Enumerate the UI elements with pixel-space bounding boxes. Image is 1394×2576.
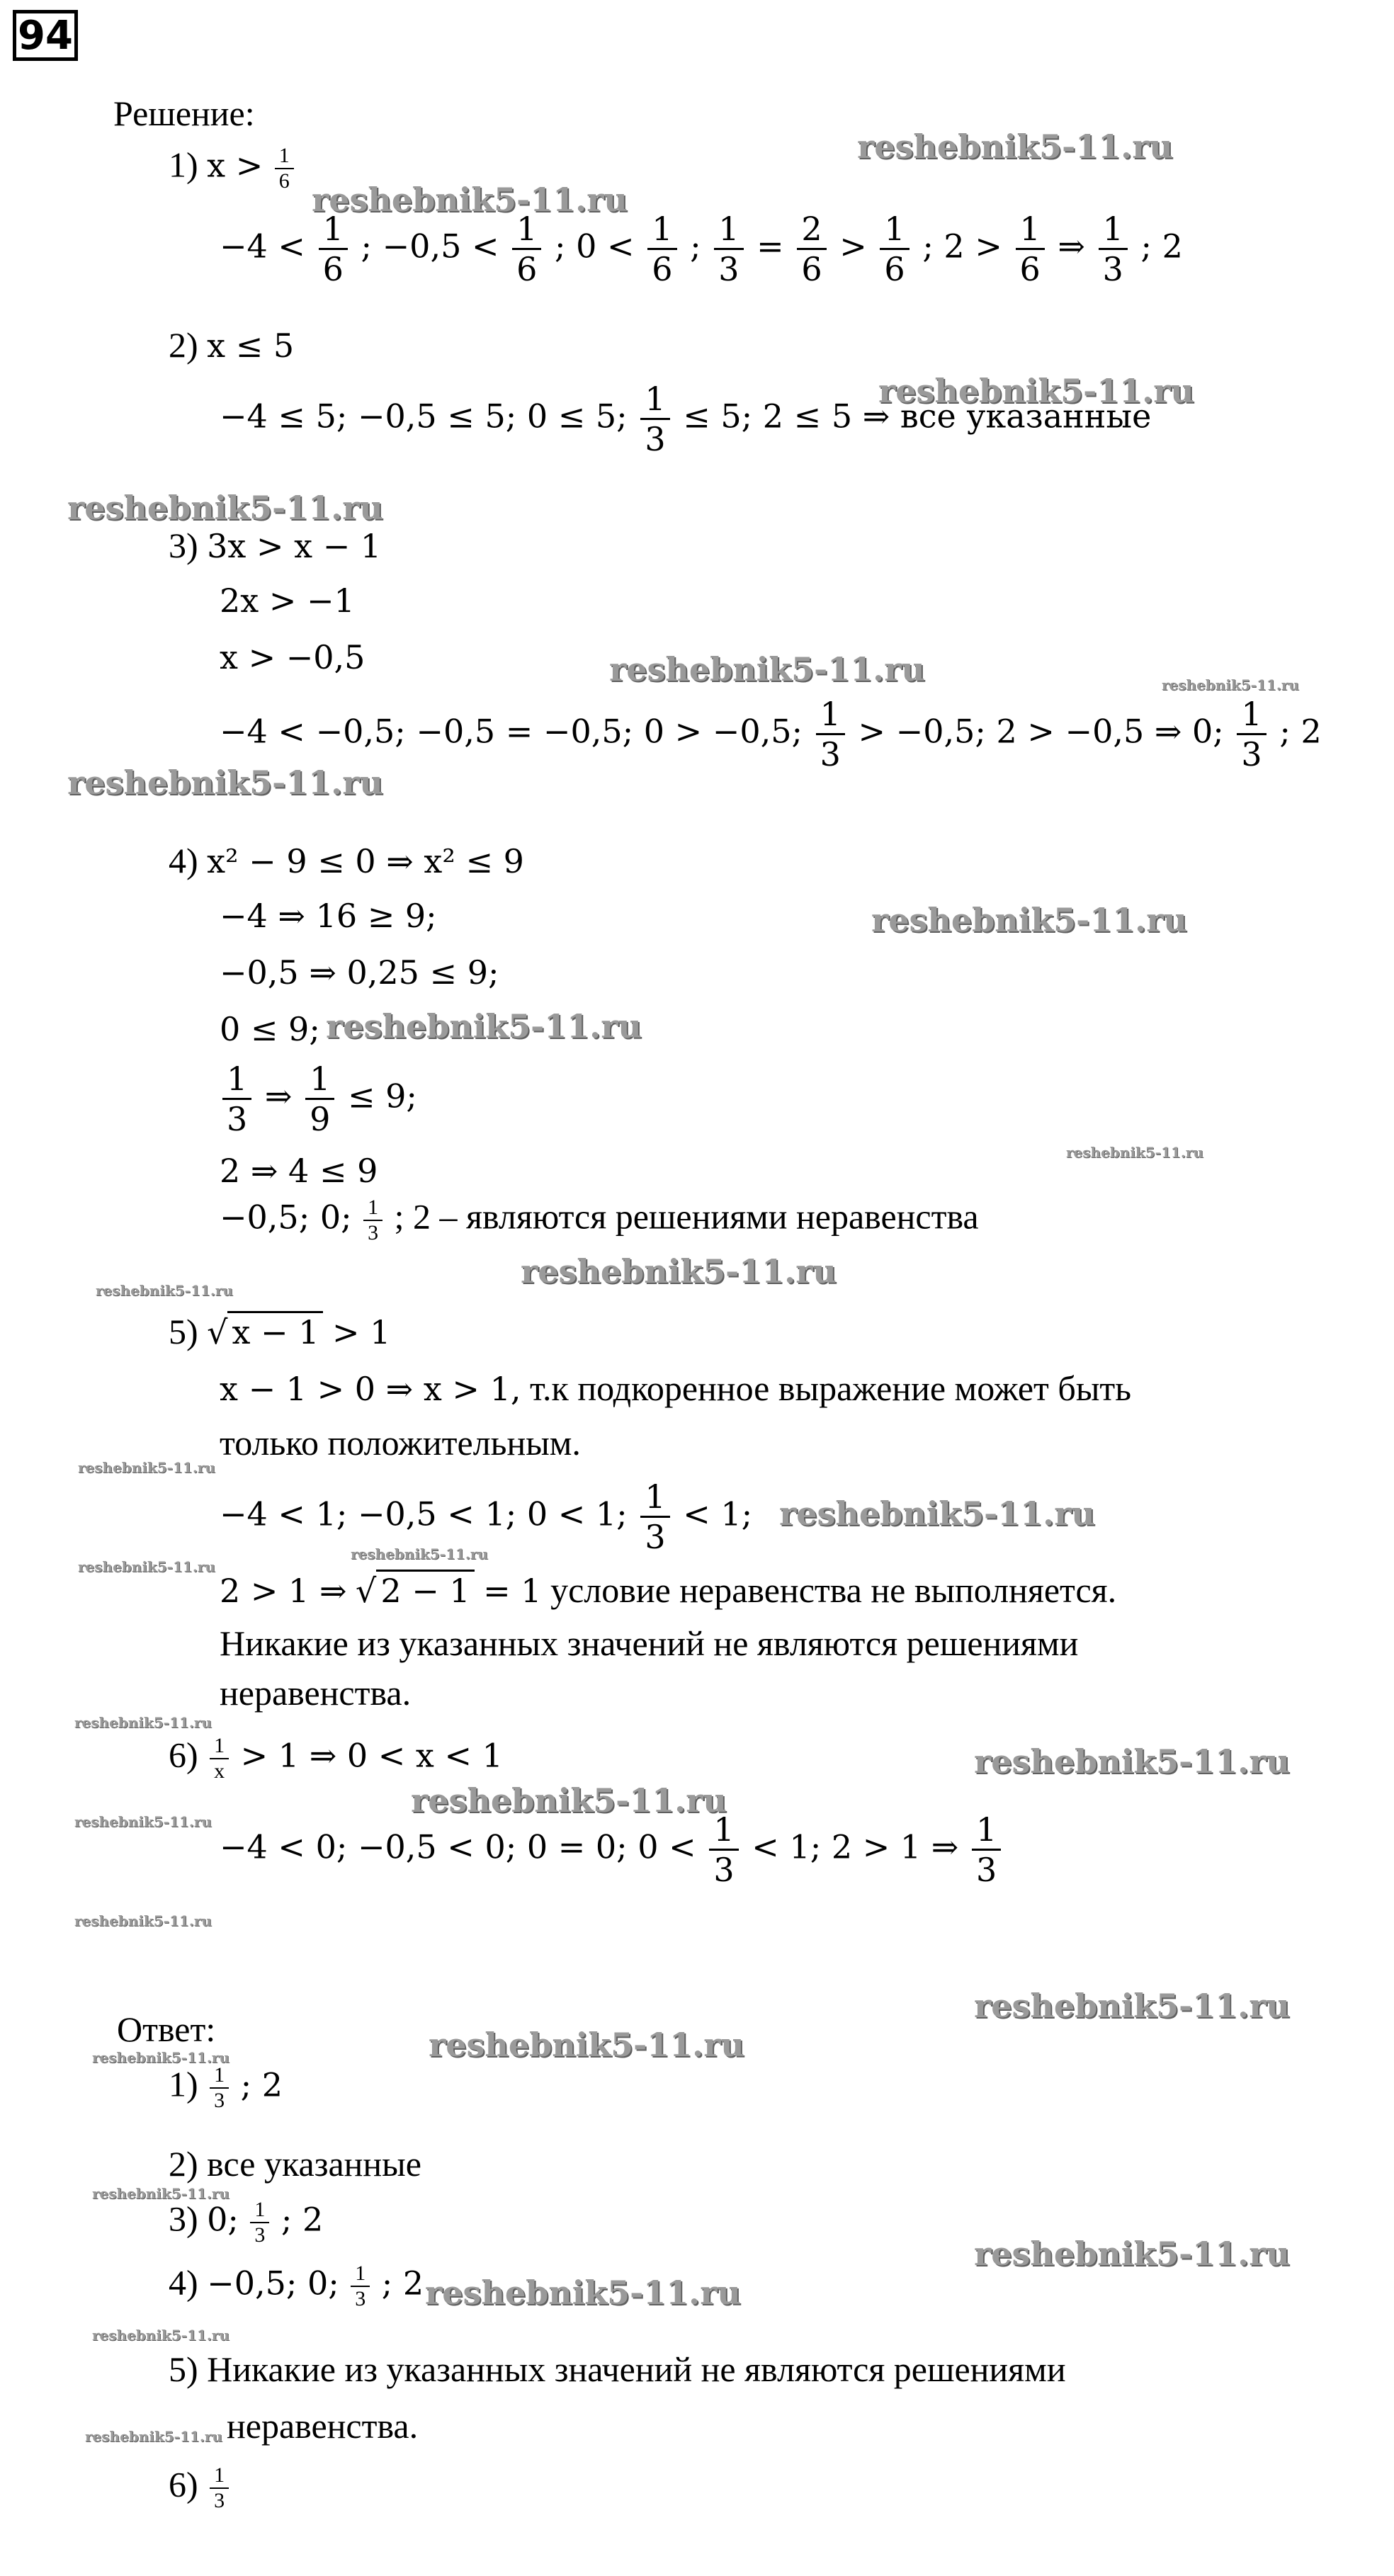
answer-5-line-2: неравенства. [227,2406,419,2446]
watermark: reshebnik5-11.ru [871,901,1187,939]
watermark: reshebnik5-11.ru [351,1545,488,1562]
item-4-line-4: 0 ≤ 9; [220,1010,320,1048]
item-5-line-2: только положительным. [220,1423,581,1463]
item-5-line-1: x − 1 > 0 ⇒ x > 1, т.к подкоренное выражение может быть [220,1368,1132,1408]
fraction: $\frac{1}{3}$ [210,2465,229,2512]
item-4-line-2: −4 ⇒ 16 ≥ 9; [220,897,437,935]
fraction: $\frac{1}{3}$ [972,1813,1001,1886]
fraction: $\frac{2}{6}$ [797,212,826,285]
item-5-condition: 5) √ x − 1 > 1 [169,1312,391,1351]
fraction: $\frac{1}{3}$ [222,1062,251,1135]
item-4-line-3: −0,5 ⇒ 0,25 ≤ 9; [220,953,499,992]
answer-label: Ответ: [117,2009,216,2049]
fraction: $\frac{1}{9}$ [305,1062,334,1135]
item-4-line-7: −0,5; 0; $\frac{1}{3}$ ; 2 – являются решениями неравенства [220,1196,979,1244]
item-2-condition: 2) x ≤ 5 [169,325,295,365]
fraction: $\frac{1}{6}$ [1016,212,1045,285]
fraction: $\frac{1}{6}$ [880,212,909,285]
watermark: reshebnik5-11.ru [411,1781,727,1820]
fraction: $\frac{1}{6}$ [647,212,676,285]
item-4-line-5: $\frac{1}{3}$ ⇒ $\frac{1}{9}$ ≤ 9; [220,1062,417,1135]
item-3-line-2: 2x > −1 [220,581,355,620]
item-3-line-3: x > −0,5 [220,638,366,676]
item-5-line-5: Никакие из указанных значений не являются решениями [220,1623,1079,1663]
watermark: reshebnik5-11.ru [74,1912,212,1929]
item-5-line-3: −4 < 1; −0,5 < 1; 0 < 1; $\frac{1}{3}$ < 1; [220,1477,753,1556]
item-4-line-1: 4) x² − 9 ≤ 0 ⇒ x² ≤ 9 [169,841,524,880]
watermark: reshebnik5-11.ru [92,2185,230,2202]
watermark: reshebnik5-11.ru [96,1282,233,1299]
fraction: $\frac{1}{6}$ [319,212,348,285]
fraction: $\frac{1}{6}$ [512,212,541,285]
sqrt-expression: √ x − 1 [207,1316,323,1349]
fraction: $\frac{1}{3}$ [363,1197,382,1244]
item-1-line-1: −4 < $\frac{1}{6}$ ; −0,5 < $\frac{1}{6}$ ; 0 < $\frac{1}{6}$ ; $\frac{1}{3}$ = $\frac{2}{6}$ > $\frac{1}{6}$ ; 2 > $\frac{1}{6}$ ⇒ $\frac{1}{3}$ ; 2 [220,210,1183,288]
watermark: reshebnik5-11.ru [1162,676,1299,693]
watermark: reshebnik5-11.ru [326,1007,642,1045]
watermark: reshebnik5-11.ru [92,2049,230,2066]
answer-4: 4) −0,5; 0; $\frac{1}{3}$ ; 2 [169,2262,424,2310]
watermark: reshebnik5-11.ru [974,2235,1290,2273]
fraction: $\frac{1}{3}$ [1237,698,1266,771]
watermark: reshebnik5-11.ru [67,764,383,802]
fraction: $\frac{1}{6}$ [275,145,294,192]
watermark: reshebnik5-11.ru [74,1714,212,1731]
fraction: $\frac{1}{3}$ [714,212,743,285]
watermark: reshebnik5-11.ru [92,2327,230,2344]
item-5-line-6: неравенства. [220,1673,412,1713]
watermark: reshebnik5-11.ru [974,1742,1290,1781]
answer-5-line-1: 5) Никакие из указанных значений не являются решениями [169,2349,1066,2389]
item-4-line-6: 2 ⇒ 4 ≤ 9 [220,1152,378,1190]
item-2-line-1: −4 ≤ 5; −0,5 ≤ 5; 0 ≤ 5; $\frac{1}{3}$ ≤ 5; 2 ≤ 5 ⇒ все указанные [220,380,1152,458]
fraction: $\frac{1}{3}$ [351,2263,370,2310]
watermark: reshebnik5-11.ru [974,1987,1290,2025]
item-5-line-4: 2 > 1 ⇒ √ 2 − 1 = 1 условие неравенства не выполняется. [220,1570,1117,1610]
item-3-line-1: 3) 3x > x − 1 [169,526,382,565]
watermark: reshebnik5-11.ru [78,1558,215,1575]
solution-label: Решение: [113,93,255,133]
watermark: reshebnik5-11.ru [67,489,383,527]
answer-3: 3) 0; $\frac{1}{3}$ ; 2 [169,2198,324,2247]
item-1-condition: 1) x > $\frac{1}{6}$ [169,145,297,192]
watermark: reshebnik5-11.ru [521,1252,837,1290]
watermark: reshebnik5-11.ru [312,181,628,219]
watermark: reshebnik5-11.ru [1066,1144,1203,1161]
watermark: reshebnik5-11.ru [779,1494,1095,1533]
fraction: $\frac{1}{3}$ [640,382,669,455]
watermark: reshebnik5-11.ru [85,2428,222,2445]
answer-6: 6) $\frac{1}{3}$ [169,2465,232,2512]
fraction: $\frac{1}{3}$ [1099,212,1128,285]
watermark: reshebnik5-11.ru [878,372,1194,410]
fraction: $\frac{1}{3}$ [250,2199,269,2246]
watermark: reshebnik5-11.ru [74,1813,212,1830]
fraction: $\frac{1}{3}$ [816,698,845,771]
fraction: $\frac{1}{3}$ [210,2065,229,2111]
sqrt-expression: √ 2 − 1 [356,1574,475,1607]
item-6-line-1: −4 < 0; −0,5 < 0; 0 = 0; 0 < $\frac{1}{3}$ < 1; 2 > 1 ⇒ $\frac{1}{3}$ [220,1813,1004,1886]
fraction: $\frac{1}{x}$ [210,1735,229,1782]
watermark: reshebnik5-11.ru [425,2274,741,2312]
item-6-condition: 6) $\frac{1}{x}$ > 1 ⇒ 0 < x < 1 [169,1734,503,1783]
watermark: reshebnik5-11.ru [609,650,925,688]
task-number: 94 [13,10,78,61]
watermark: reshebnik5-11.ru [857,127,1173,166]
fraction: $\frac{1}{3}$ [640,1480,669,1553]
answer-2: 2) все указанные [169,2144,421,2184]
item-3-line-4: −4 < −0,5; −0,5 = −0,5; 0 > −0,5; $\frac{1}{3}$ > −0,5; 2 > −0,5 ⇒ 0; $\frac{1}{3}$ ; 2 [220,695,1322,773]
fraction: $\frac{1}{3}$ [709,1813,738,1886]
answer-1: 1) $\frac{1}{3}$ ; 2 [169,2063,283,2112]
watermark: reshebnik5-11.ru [78,1459,215,1476]
watermark: reshebnik5-11.ru [429,2026,744,2064]
